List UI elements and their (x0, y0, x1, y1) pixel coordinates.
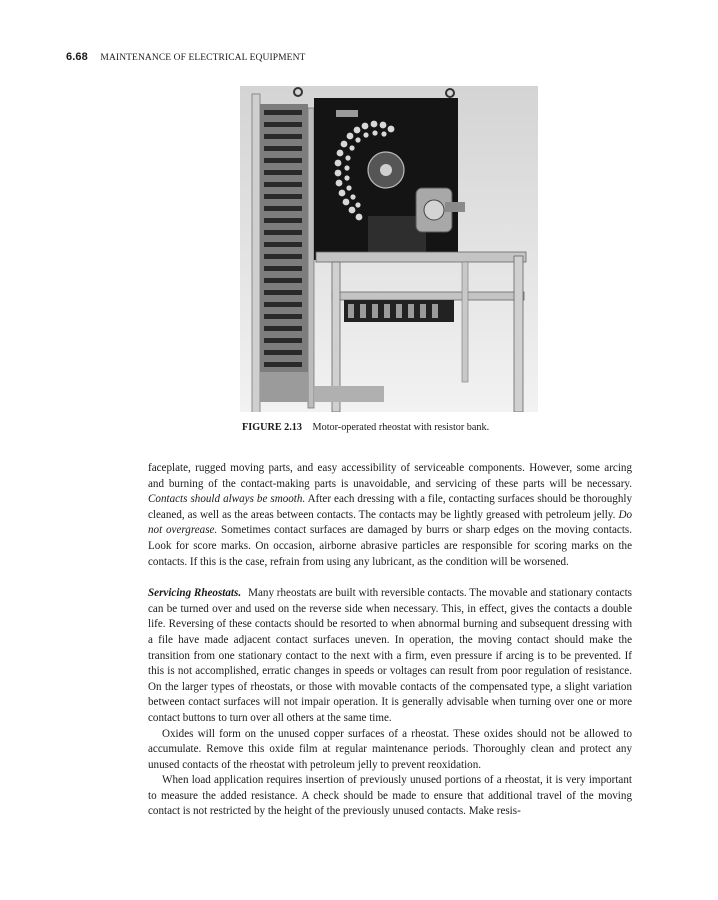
emphasis-contacts-smooth: Contacts should always be smooth. (148, 493, 306, 506)
paragraph-1-part-c: After each dressing with a file, contacting surfaces should be thoroughly cleaned, as well as the areas between contacts. The contacts may be lightly greased with petroleum jelly. (148, 493, 632, 521)
paragraph-2 (148, 586, 632, 726)
page-header (66, 51, 666, 67)
figure-photo (240, 86, 538, 412)
paragraph-1 (148, 461, 632, 570)
paragraph-2-text: Many rheostats are built with reversible contacts. The movable and stationary contacts can be turned over and used on the reverse side when necessary. This, in effect, gives the contacts a double life. Reversing of these contacts should be resorted to when abnormal burning and subsequent dressing with a file have made adjacent contact surfaces uneven. In operation, the moving contact should make the transition from one stationary contact to the next with a firm, even pressure if arcing is to be prevented. If this is not accomplished, erratic changes in speeds or voltages can result from poor regulation of resistance. On the larger types of rheostats, or those with movable contacts of the compensated type, a slight variation between contact surfaces will not impair operation. It is generally advisable when turning over one or more contact buttons to turn over all others at the same time. (148, 587, 632, 724)
running-title: MAINTENANCE OF ELECTRICAL EQUIPMENT (100, 53, 306, 63)
body-text (148, 461, 632, 820)
paragraph-1-part-e: Sometimes contact surfaces are damaged by burrs or sharp edges on the moving contacts. Look for score marks. On occasion, airborne abrasive particles are responsible for scoring marks on the contacts. If this is the case, refrain from using any lubricant, as the condition will be worsened. (148, 524, 632, 568)
paragraph-4: When load application requires insertion of previously unused portions of a rheostat, it is very important to measure the added resistance. A check should be made to ensure that additional travel of the moving contact is not restricted by the height of the previously unused contacts. Make resis- (148, 774, 632, 818)
figure-label: FIGURE 2.13 (242, 422, 302, 433)
section-heading-servicing-rheostats: Servicing Rheostats. (148, 587, 242, 600)
figure-caption (242, 422, 662, 433)
page-number: 6.68 (66, 51, 88, 63)
paragraph-3: Oxides will form on the unused copper surfaces of a rheostat. These oxides should not be allowed to accumulate. Remove this oxide film at regular maintenance periods. Thoroughly clean and protect any unused contacts of the rheostat with petroleum jelly to prevent reoxidation. (148, 727, 632, 771)
figure-caption-text: Motor-operated rheostat with resistor bank. (312, 422, 490, 433)
rheostat-photo-icon (240, 86, 538, 412)
emphasis-do-not-overgrease: Do not overgrease. (148, 508, 632, 537)
paragraph-1-part-a: faceplate, rugged moving parts, and easy accessibility of serviceable components. However, some arcing and burning of the contact-making parts is unavoidable, and servicing of these parts will be necessary. (148, 462, 632, 490)
